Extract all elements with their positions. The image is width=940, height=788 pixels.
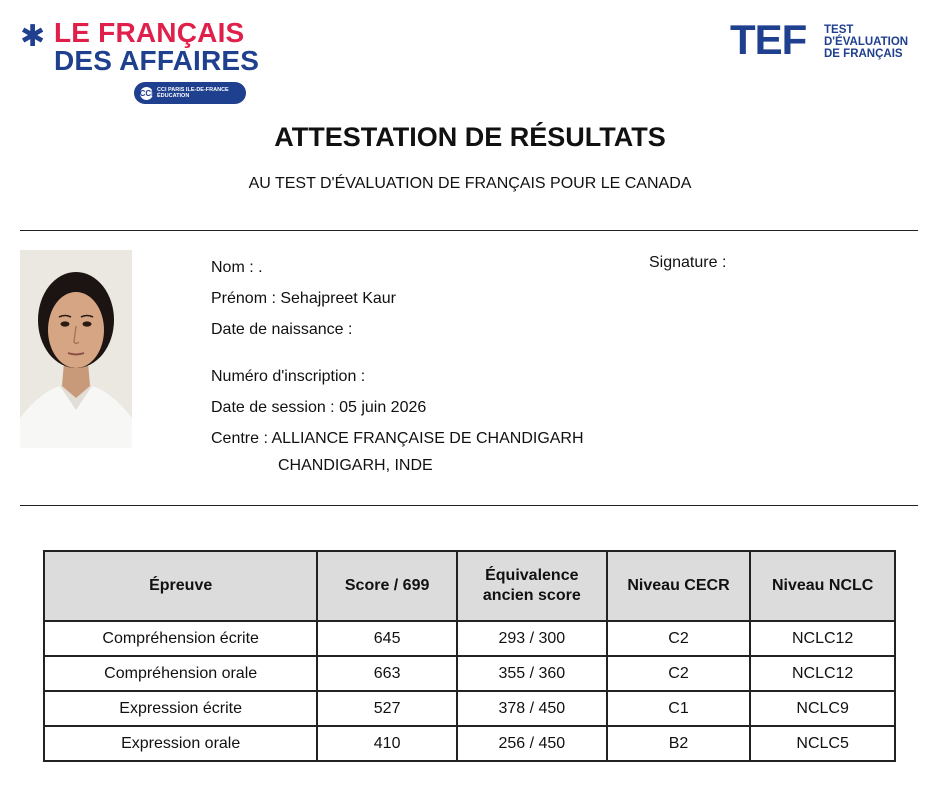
cell-cecr: C1 — [607, 691, 751, 726]
asterisk-star-icon: ✱ — [20, 20, 46, 53]
cci-badge-text: CCI PARIS ILE-DE-FRANCE ÉDUCATION — [157, 87, 229, 99]
cell-equivalence: 378 / 450 — [457, 691, 607, 726]
divider — [20, 505, 918, 506]
candidate-numero-inscription: Numéro d'inscription : — [211, 368, 366, 385]
cell-epreuve: Compréhension écrite — [44, 621, 317, 656]
header-epreuve: Épreuve — [44, 551, 317, 621]
cell-epreuve: Expression orale — [44, 726, 317, 761]
candidate-photo — [20, 250, 132, 448]
cell-equivalence: 355 / 360 — [457, 656, 607, 691]
table-header-row — [44, 551, 895, 621]
header-equivalence-line: Équivalence — [485, 567, 579, 584]
table-row — [44, 656, 895, 691]
header-niveau-nclc: Niveau NCLC — [750, 551, 895, 621]
tef-logo-caption — [824, 24, 908, 60]
cell-nclc: NCLC12 — [750, 621, 895, 656]
tef-logo-letters: TEF — [730, 16, 807, 63]
document-subtitle: AU TEST D'ÉVALUATION DE FRANÇAIS POUR LE CANADA — [248, 175, 692, 192]
cell-score: 663 — [317, 656, 457, 691]
cell-cecr: B2 — [607, 726, 751, 761]
header-equivalence — [457, 551, 607, 621]
cell-score: 645 — [317, 621, 457, 656]
cell-epreuve: Compréhension orale — [44, 656, 317, 691]
divider — [20, 230, 918, 231]
document-title: ATTESTATION DE RÉSULTATS — [274, 122, 666, 152]
tef-caption-line: DE FRANÇAIS — [824, 48, 903, 60]
table-row — [44, 621, 895, 656]
cell-cecr: C2 — [607, 621, 751, 656]
header-niveau-cecr: Niveau CECR — [607, 551, 751, 621]
logo-line-1: LE FRANÇAIS — [54, 17, 245, 48]
header-score: Score / 699 — [317, 551, 457, 621]
results-table — [43, 550, 896, 762]
portrait-image — [20, 250, 132, 448]
candidate-date-naissance: Date de naissance : — [211, 321, 353, 338]
cell-epreuve: Expression écrite — [44, 691, 317, 726]
cell-nclc: NCLC12 — [750, 656, 895, 691]
table-row — [44, 691, 895, 726]
tef-caption-line: D'ÉVALUATION — [824, 36, 909, 48]
cell-equivalence: 293 / 300 — [457, 621, 607, 656]
candidate-nom: Nom : . — [211, 259, 263, 276]
logo-line-2: DES AFFAIRES — [54, 45, 260, 76]
cell-cecr: C2 — [607, 656, 751, 691]
cell-nclc: NCLC9 — [750, 691, 895, 726]
header-equivalence-line: ancien score — [482, 587, 581, 604]
cell-score: 410 — [317, 726, 457, 761]
cci-badge — [134, 82, 246, 104]
cell-equivalence: 256 / 450 — [457, 726, 607, 761]
cci-icon: CCI — [139, 88, 154, 98]
signature-label: Signature : — [649, 254, 727, 271]
candidate-prenom: Prénom : Sehajpreet Kaur — [211, 290, 396, 307]
le-francais-des-affaires-logo — [20, 18, 260, 108]
candidate-date-session: Date de session : 05 juin 2026 — [211, 399, 427, 416]
tef-caption-line: TEST — [824, 24, 854, 36]
candidate-centre-city: CHANDIGARH, INDE — [278, 457, 433, 474]
cell-nclc: NCLC5 — [750, 726, 895, 761]
candidate-centre: Centre : ALLIANCE FRANÇAISE DE CHANDIGARH — [211, 430, 584, 447]
table-row — [44, 726, 895, 761]
cell-score: 527 — [317, 691, 457, 726]
tef-logo — [730, 16, 930, 66]
